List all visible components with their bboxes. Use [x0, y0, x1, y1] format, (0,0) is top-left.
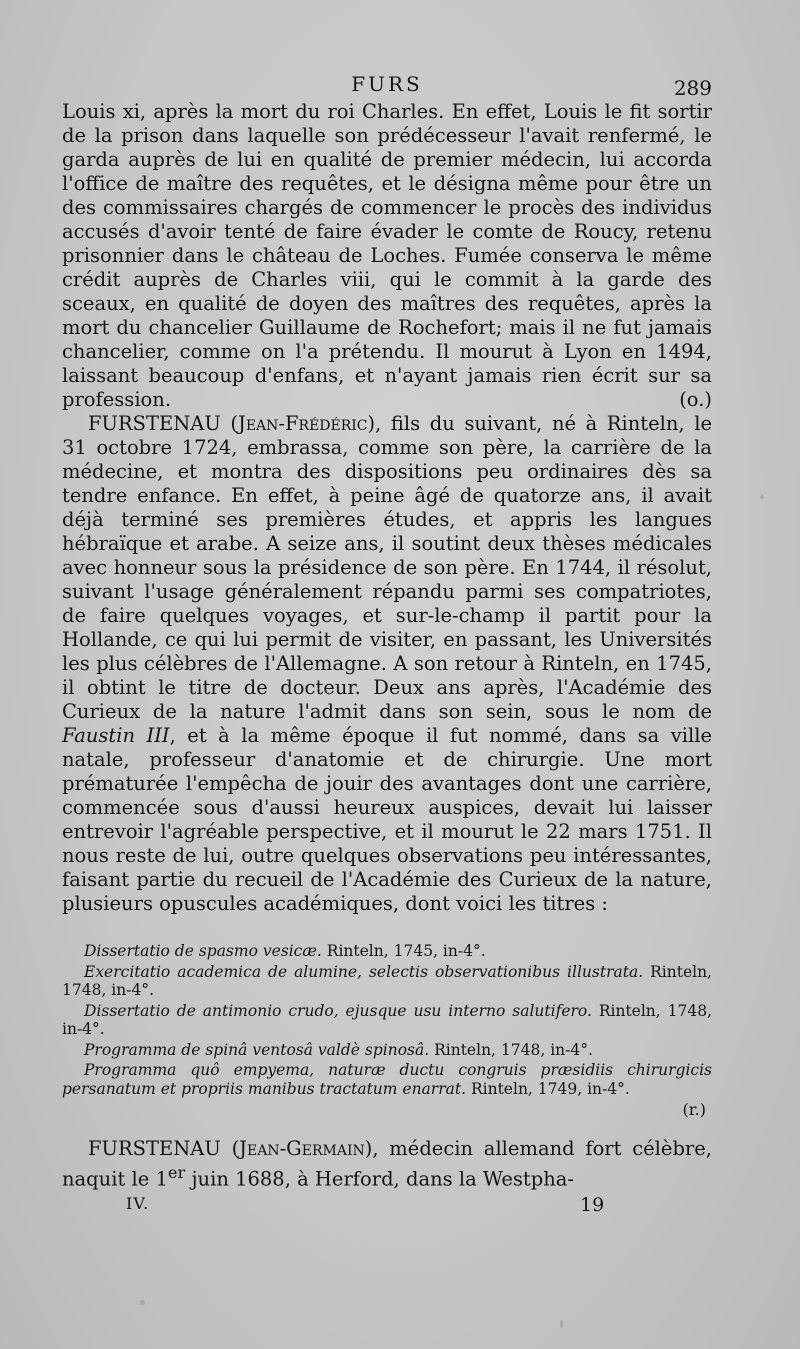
running-head: FURS	[351, 72, 423, 96]
body-text-continued	[62, 1137, 712, 1192]
bibliography-item	[62, 1002, 712, 1039]
work-title: Programma quô empyema, naturæ ductu congruis præsidiis chirurgicis persanatum et propriis manibus tractatum enarrat.	[62, 1061, 712, 1098]
entry-given-names: (Jean-Frédéric),	[230, 412, 382, 435]
entry-name: FURSTENAU	[88, 412, 221, 435]
paragraph-text: Louis xi, après la mort du roi Charles. En effet, Louis le fit sortir de la prison dans laquelle son prédécesseur l'avait renfermé, le garda auprès de lui en qualité de premier médecin, lui accorda l'office de maître des requêtes, et le désigna même pour être un des commissaires chargés de commencer le procès des individus accusés d'avoir tenté de faire évader le comte de Roucy, retenu prisonnier dans le château de Loches. Fumée conserva le même crédit auprès de Charles viii, qui le commit à la garde des sceaux, en qualité de doyen des maîtres des requêtes, après la mort du chancelier Guillaume de Rochefort; mais il ne fut jamais chancelier, comme on l'a prétendu. Il mourut à Lyon en 1494, laissant beaucoup d'enfans, et n'ayant jamais rien écrit sur sa profession.	[62, 100, 712, 411]
paragraph-text-continued: , et à la même époque il fut nommé, dans sa ville natale, professeur d'anatomie et de chirurgie. Une mort prématurée l'empêcha de jouir des avantages dont une carrière, commencée sous d'aussi heureux auspices, devait lui laisser entrevoir l'agréable perspective, et il mourut le 22 mars 1751. Il nous reste de lui, outre quelques observations peu intéressantes, faisant partie du recueil de l'Académie des Curieux de la nature, plusieurs opuscules académiques, dont voici les titres :	[62, 724, 712, 915]
page	[62, 70, 712, 1220]
page-number: 289	[673, 76, 712, 100]
ordinal-superscript: er	[167, 1163, 186, 1182]
work-imprint: Rinteln, 1748, in-4°.	[62, 1001, 712, 1038]
paragraph-fumee	[62, 100, 712, 412]
gathering-number: 19	[580, 1193, 605, 1216]
paper-speck	[560, 1320, 563, 1328]
work-title: Dissertatio de antimonio crudo, ejusque usu interno salutifero.	[84, 1001, 592, 1020]
paragraph-furstenau-jean-frederic	[62, 412, 712, 916]
work-imprint: Rinteln, 1749, in-4°.	[470, 1079, 630, 1098]
spacer	[62, 1119, 712, 1137]
bibliography-item	[62, 963, 712, 1000]
work-imprint: Rinteln, 1748, in-4°.	[62, 962, 712, 999]
entry-given-names: (Jean-Germain),	[231, 1137, 379, 1160]
volume-signature: IV.	[126, 1193, 150, 1213]
academic-nickname: Faustin III	[62, 724, 170, 747]
bibliography-item	[62, 942, 712, 961]
bibliography	[62, 942, 712, 1119]
work-title: Dissertatio de spasmo vesicæ.	[84, 942, 322, 960]
page-header	[62, 70, 712, 100]
paragraph-text-continued: juin 1688, à Herford, dans la Westpha-	[191, 1167, 574, 1191]
work-title: Programma de spinâ ventosâ valdè spinosâ.	[84, 1040, 430, 1059]
work-title: Exercitatio academica de alumine, selectis observationibus illustrata.	[84, 962, 644, 981]
paragraph-text: médecin allemand fort célèbre, naquit le 1	[62, 1137, 712, 1191]
entry-name: FURSTENAU	[88, 1137, 221, 1160]
work-imprint: Rinteln, 1748, in-4°.	[434, 1040, 593, 1059]
paper-speck	[140, 1300, 145, 1305]
paper-speck	[760, 495, 764, 499]
paragraph-furstenau-jean-germain	[62, 1137, 712, 1192]
paragraph-text: fils du suivant, né à Rinteln, le 31 octobre 1724, embrassa, comme son père, la carrière de la médecine, et montra des dispositions peu ordinaires dès sa tendre enfance. En effet, à peine âgé de quatorze ans, il avait déjà terminé ses premières études, et appris les langues hébraïque et arabe. A seize ans, il soutint deux thèses médicales avec honneur sous la présidence de son père. En 1744, il résolut, suivant l'usage généralement répandu parmi ses compatriotes, de faire quelques voyages, et sur-le-champ il partit pour la Hollande, ce qui lui permit de visiter, en passant, les Universités les plus célèbres de l'Allemagne. A son retour à Rinteln, en 1745, il obtint le titre de docteur. Deux ans après, l'Académie des Curieux de la nature l'admit dans son sein, sous le nom de	[62, 412, 713, 723]
page-footer	[62, 1194, 712, 1220]
author-signature: (o.)	[679, 388, 712, 411]
author-signature: (r.)	[682, 1100, 706, 1119]
bibliography-item	[62, 1061, 712, 1098]
body-text	[62, 100, 712, 916]
bibliography-item	[62, 1041, 712, 1060]
work-imprint: Rinteln, 1745, in-4°.	[326, 942, 486, 960]
